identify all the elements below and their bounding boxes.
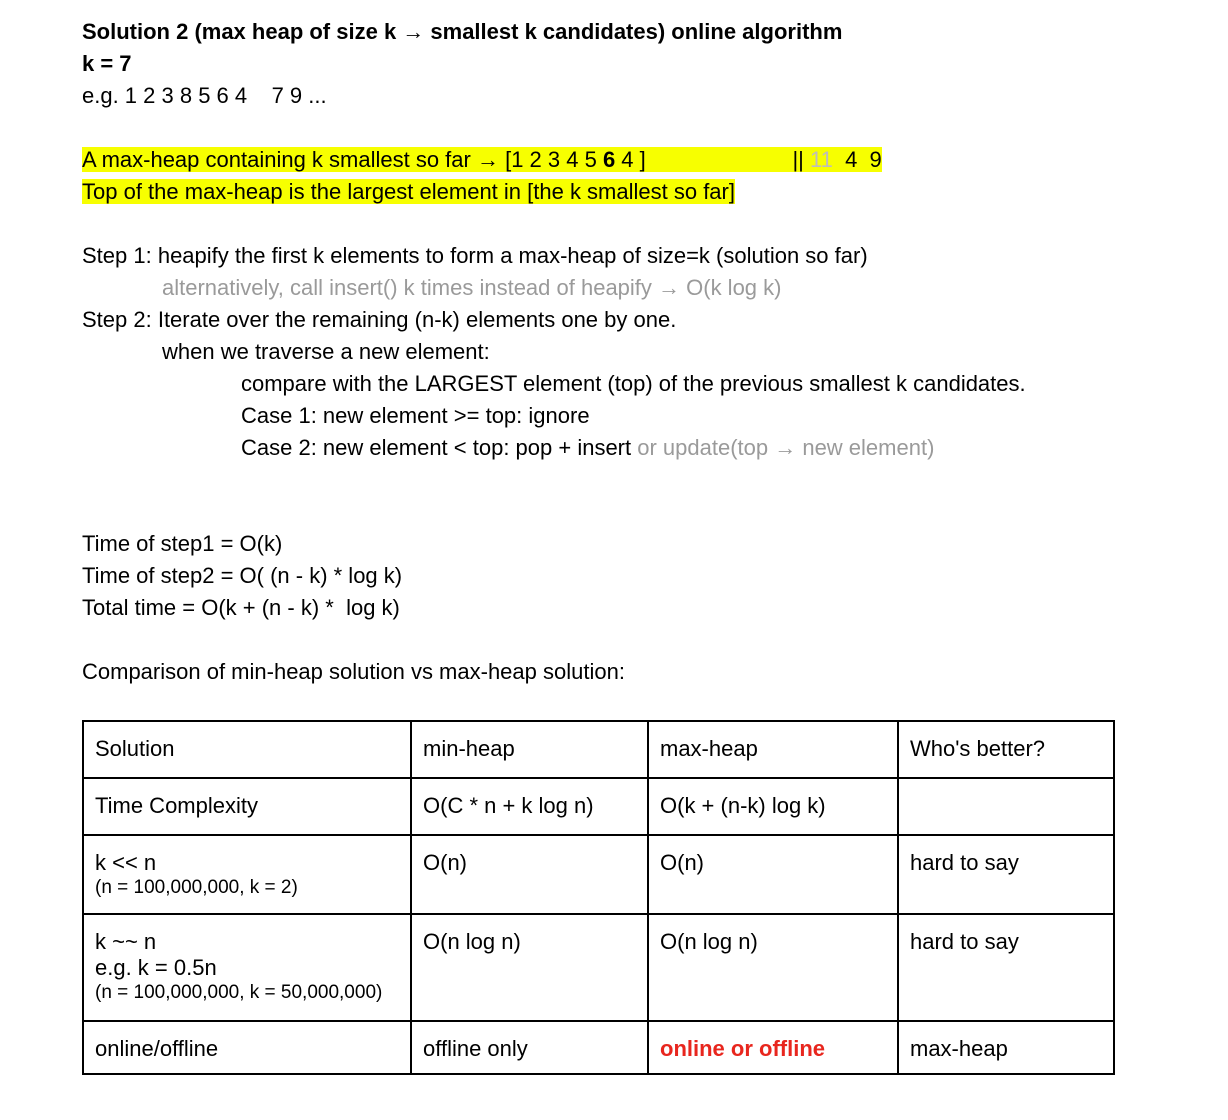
row-label-example: e.g. k = 0.5n (95, 955, 217, 980)
heap-rest: 4 ] || (615, 147, 804, 172)
heap-top-explanation: Top of the max-heap is the largest element in [the k smallest so far] (82, 179, 735, 204)
highlight-line-2 (82, 178, 735, 206)
row-label-detail: (n = 100,000,000, k = 50,000,000) (95, 982, 383, 1003)
row-label: online/offline (83, 1021, 411, 1074)
verdict-cell: hard to say (898, 835, 1114, 914)
highlight-line-1 (82, 146, 882, 174)
header-whos-better: Who's better? (898, 721, 1114, 778)
header-min-heap: min-heap (411, 721, 648, 778)
table-row (83, 835, 1114, 914)
heap-top-value: 6 (602, 147, 616, 172)
table-header-row (83, 721, 1114, 778)
discarded-value: 11 (803, 147, 839, 172)
comparison-table (82, 720, 1115, 1075)
max-heap-cell: O(n) (648, 835, 898, 914)
verdict-cell: hard to say (898, 914, 1114, 1021)
header-solution: Solution (83, 721, 411, 778)
table-row (83, 914, 1114, 1021)
time-total: Total time = O(k + (n - k) * log k) (82, 595, 400, 620)
heap-description: A max-heap containing k smallest so far → [1 2 3 4 5 (82, 147, 603, 172)
case-1: Case 1: new element >= top: ignore (241, 403, 590, 428)
comparison-heading: Comparison of min-heap solution vs max-heap solution: (82, 659, 625, 684)
traverse-note: when we traverse a new element: (162, 339, 490, 364)
verdict-cell (898, 778, 1114, 835)
page-title: Solution 2 (max heap of size k → smallest k candidates) online algorithm (82, 19, 843, 44)
row-label (83, 835, 411, 914)
row-label-main: k ~~ n (95, 929, 157, 954)
min-heap-cell: O(n log n) (411, 914, 648, 1021)
min-heap-cell: offline only (411, 1021, 648, 1074)
max-heap-cell-highlight: online or offline (648, 1021, 898, 1074)
row-label-main: k << n (95, 850, 157, 875)
compare-note: compare with the LARGEST element (top) of the previous smallest k candidates. (241, 371, 1026, 396)
step-1: Step 1: heapify the first k elements to form a max-heap of size=k (solution so far) (82, 243, 868, 268)
case-2-alternative: or update(top → new element) (631, 435, 935, 460)
row-label-detail: (n = 100,000,000, k = 2) (95, 877, 298, 898)
k-value: k = 7 (82, 51, 132, 76)
case-2 (241, 434, 934, 462)
time-step-2: Time of step2 = O( (n - k) * log k) (82, 563, 403, 588)
step-2: Step 2: Iterate over the remaining (n-k) elements one by one. (82, 307, 677, 332)
step-1-alternative: alternatively, call insert() k times instead of heapify → O(k log k) (162, 275, 782, 300)
min-heap-cell: O(n) (411, 835, 648, 914)
max-heap-cell: O(k + (n-k) log k) (648, 778, 898, 835)
case-2-main: Case 2: new element < top: pop + insert (241, 435, 632, 460)
remaining-values: 4 9 (838, 147, 882, 172)
example-sequence: e.g. 1 2 3 8 5 6 4 7 9 ... (82, 83, 327, 108)
row-label: Time Complexity (83, 778, 411, 835)
verdict-cell: max-heap (898, 1021, 1114, 1074)
table-row (83, 1021, 1114, 1074)
time-step-1: Time of step1 = O(k) (82, 531, 283, 556)
table-row (83, 778, 1114, 835)
min-heap-cell: O(C * n + k log n) (411, 778, 648, 835)
header-max-heap: max-heap (648, 721, 898, 778)
max-heap-cell: O(n log n) (648, 914, 898, 1021)
row-label (83, 914, 411, 1021)
